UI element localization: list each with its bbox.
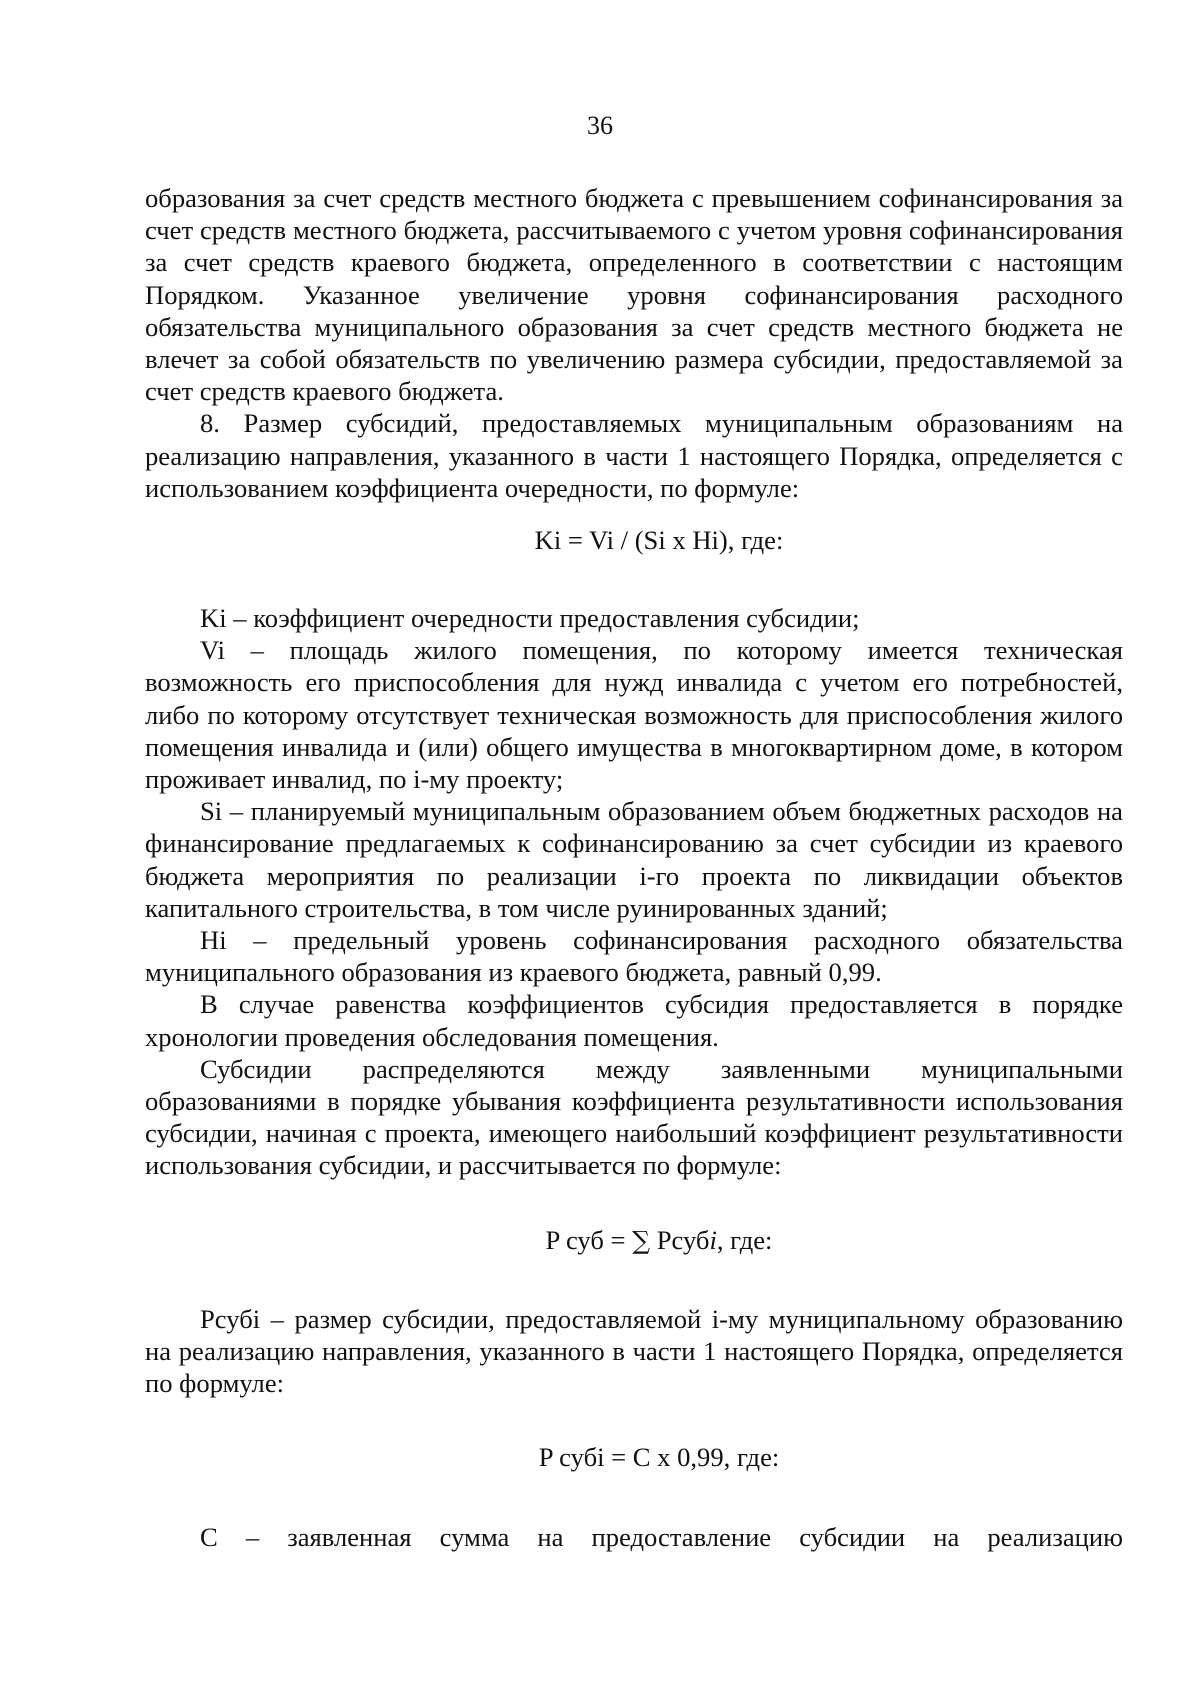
paragraph-continuation: образования за счет средств местного бюджета с превышением софинансирования за счет средств местного бюджета, рассчитываемого с учетом уровня софинансирования за счет средств краевого бюджета, определенного в соответствии с настоящим Порядком. Указанное увеличение уровня софинансирования расходного обязательства муниципального образования за счет средств местного бюджета не влечет за собой обязательств по увеличению размера субсидии, предоставляемой за счет средств краевого бюджета. bbox=[145, 183, 1123, 407]
paragraph-equal-case: В случае равенства коэффициентов субсидия предоставляется в порядке хронологии проведения обследования помещения. bbox=[145, 989, 1123, 1052]
definition-si: Si – планируемый муниципальным образованием объем бюджетных расходов на финансирование предлагаемых к софинансированию за счет субсидии из краевого бюджета мероприятия по реализации i-го проекта по ликвидации объектов капитального строительства, в том числе руинированных зданий; bbox=[145, 796, 1123, 923]
formula-p-sub-left: P суб = bbox=[545, 1224, 633, 1255]
page-number: 36 bbox=[587, 111, 613, 140]
formula-p-sub-right: , где: bbox=[716, 1224, 773, 1255]
definition-c: С – заявленная сумма на предоставление субсидии на реализацию bbox=[200, 1522, 1123, 1553]
formula-ki: Ki = Vi / (Si x Hi), где: bbox=[534, 525, 784, 556]
definition-vi: Vi – площадь жилого помещения, по которому имеется техническая возможность его приспособления для нужд инвалида с учетом его потребностей, либо по которому отсутствует техническая возможность для приспособления жилого помещения инвалида и (или) общего имущества в многоквартирном доме, в котором проживает инвалид, по i-му проекту; bbox=[145, 635, 1123, 795]
sum-sign: ∑ bbox=[632, 1225, 651, 1255]
definition-psubi: Pсубi – размер субсидии, предоставляемой i-му муниципальному образованию на реализацию направления, указанного в части 1 настоящего Порядка, определяется по формуле: bbox=[145, 1303, 1123, 1399]
formula-p-sub bbox=[145, 1224, 1123, 1257]
formula-p-sub-index: i bbox=[709, 1224, 717, 1255]
document-body bbox=[145, 182, 1123, 1554]
paragraph-distribution: Субсидии распределяются между заявленными муниципальными образованиями в порядке убывания коэффициента результативности использования субсидии, начиная с проекта, имеющего наибольший коэффициент результативности использования субсидии, и рассчитывается по формуле: bbox=[145, 1053, 1123, 1181]
definition-hi: Hi – предельный уровень софинансирования расходного обязательства муниципального образования из краевого бюджета, равный 0,99. bbox=[145, 925, 1123, 988]
paragraph-item-8: 8. Размер субсидий, предоставляемых муниципальным образованиям на реализацию направления, указанного в части 1 настоящего Порядка, определяется с использованием коэффициента очередности, по формуле: bbox=[145, 408, 1123, 503]
definition-ki: Ki – коэффициент очередности предоставления субсидии; bbox=[200, 603, 860, 634]
formula-p-sub-term: Pсуб bbox=[650, 1224, 710, 1255]
formula-p-subi: P субi = С x 0,99, где: bbox=[538, 1442, 780, 1473]
